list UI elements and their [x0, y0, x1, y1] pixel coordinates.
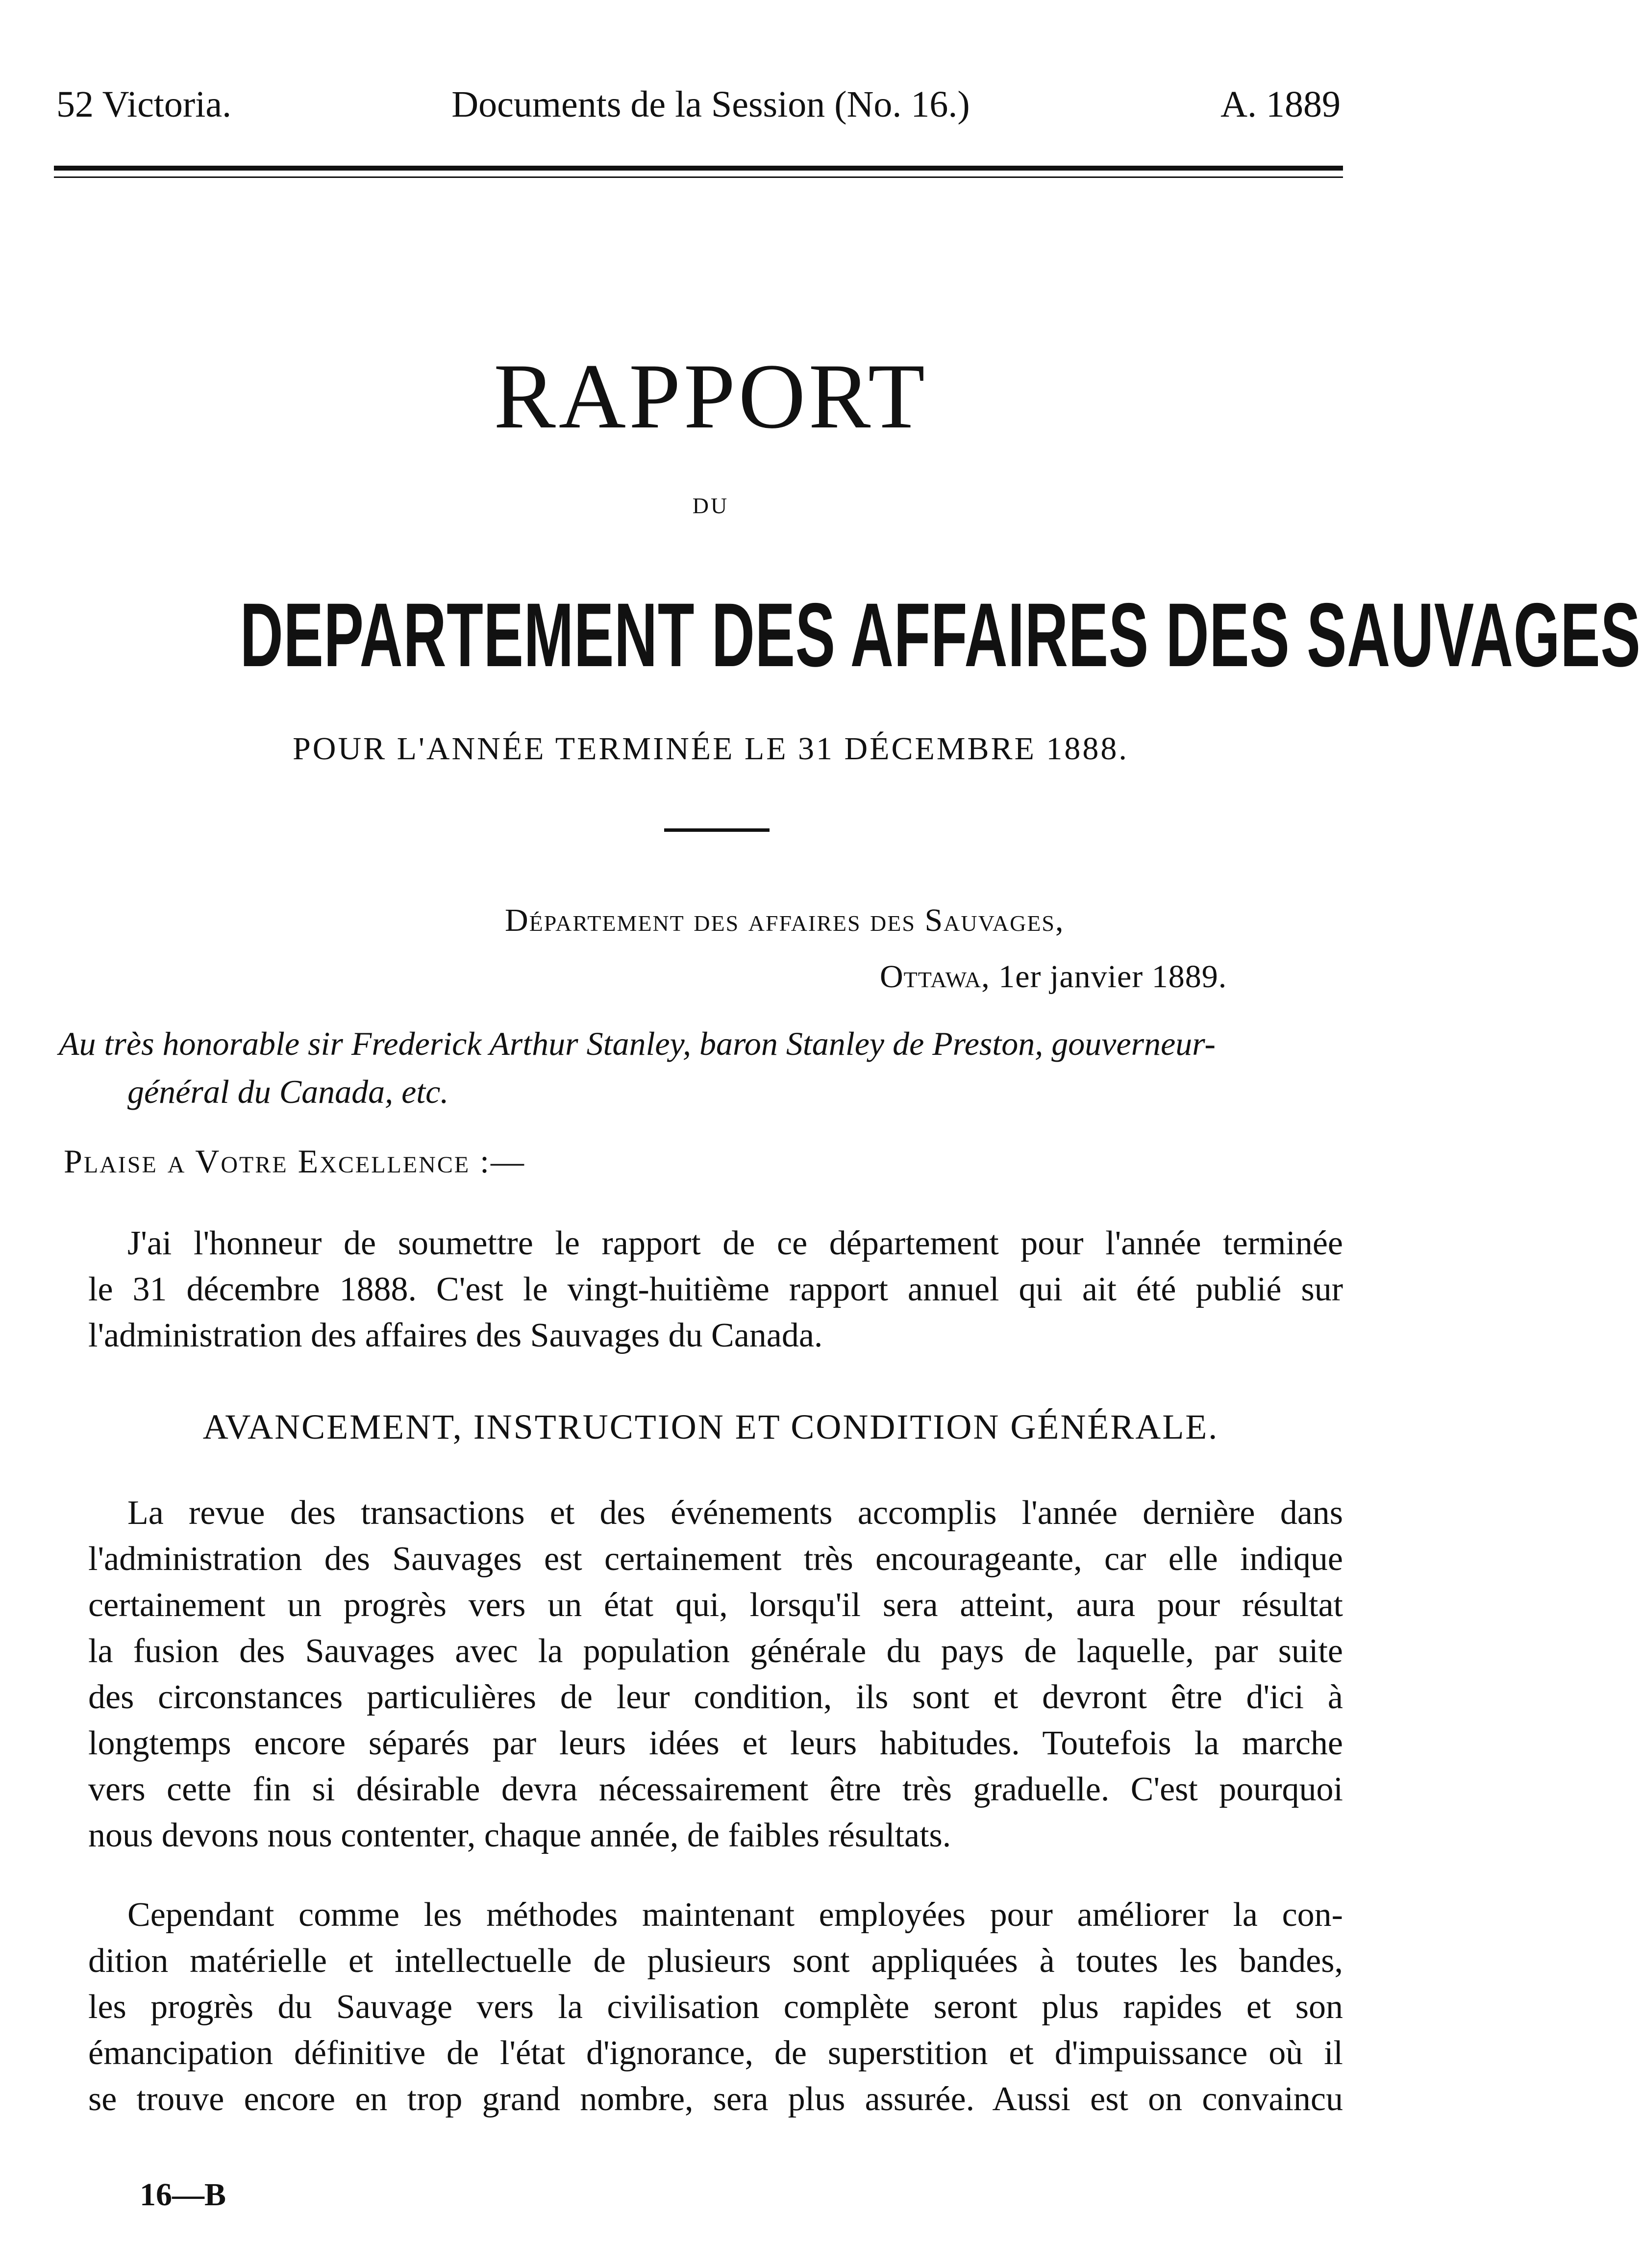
paragraph-line: La revue des transactions et des événements accomplis l'année dernière dans: [127, 1494, 1343, 1532]
address-line: général du Canada, etc.: [127, 1073, 449, 1110]
paragraph-line: l'administration des affaires des Sauvages du Canada.: [88, 1317, 823, 1354]
paragraph-line: Cependant comme les méthodes maintenant employées pour améliorer la con-: [127, 1896, 1343, 1934]
dateline-department: Département des affaires des Sauvages,: [505, 902, 1065, 938]
dateline-city: Ottawa: [880, 959, 982, 995]
address-line: Au très honorable sir Frederick Arthur Stanley, baron Stanley de Preston, gouverneur-: [59, 1025, 1216, 1062]
header-session-year: 52 Victoria.: [56, 84, 232, 125]
report-period: POUR L'ANNÉE TERMINÉE LE 31 DÉCEMBRE 1888.: [293, 731, 1129, 767]
paragraph-line: J'ai l'honneur de soumettre le rapport de ce département pour l'année terminée: [127, 1224, 1343, 1262]
dateline-place-date: [880, 958, 1227, 996]
header-rule-thick: [54, 166, 1343, 171]
title-divider: [664, 828, 770, 832]
dateline-date: , 1er janvier 1889.: [981, 959, 1227, 995]
header-rule-thin: [54, 176, 1343, 178]
paragraph-line: les progrès du Sauvage vers la civilisation complète seront plus rapides et son: [88, 1988, 1343, 2026]
paragraph-line: dition matérielle et intellectuelle de plusieurs sont appliquées à toutes les bandes,: [88, 1942, 1343, 1980]
paragraph-line: la fusion des Sauvages avec la population générale du pays de laquelle, par suite: [88, 1632, 1343, 1670]
paragraph-line: se trouve encore en trop grand nombre, sera plus assurée. Aussi est on convaincu: [88, 2080, 1343, 2118]
paragraph-methods: [88, 1892, 1343, 2122]
header-document-title: Documents de la Session (No. 16.): [451, 84, 970, 125]
report-title-du: DU: [692, 493, 729, 518]
page-signature-mark: 16—B: [140, 2177, 226, 2213]
department-title: DEPARTEMENT DES AFFAIRES DES SAUVAGES: [240, 585, 1641, 686]
paragraph-line: des circonstances particulières de leur condition, ils sont et devront être d'ici à: [88, 1678, 1343, 1716]
salutation: Plaise a Votre Excellence :—: [64, 1143, 526, 1180]
report-title: RAPPORT: [494, 345, 928, 448]
header-year: A. 1889: [1220, 84, 1341, 125]
running-header: [0, 74, 1421, 123]
section-heading: AVANCEMENT, INSTRUCTION ET CONDITION GÉNÉRALE.: [202, 1407, 1219, 1446]
paragraph-line: certainement un progrès vers un état qui, lorsqu'il sera atteint, aura pour résultat: [88, 1586, 1343, 1624]
paragraph-line: nous devons nous contenter, chaque année, de faibles résultats.: [88, 1817, 951, 1854]
paragraph-line: le 31 décembre 1888. C'est le vingt-huitième rapport annuel qui ait été publié sur: [88, 1271, 1343, 1308]
address-block: [59, 1020, 1377, 1116]
paragraph-line: longtemps encore séparés par leurs idées et leurs habitudes. Toutefois la marche: [88, 1724, 1343, 1762]
paragraph-progress: [88, 1490, 1343, 1859]
paragraph-line: vers cette fin si désirable devra nécessairement être très graduelle. C'est pourquoi: [88, 1770, 1343, 1808]
paragraph-introduction: [88, 1221, 1343, 1359]
paragraph-line: l'administration des Sauvages est certainement très encourageante, car elle indique: [88, 1540, 1343, 1578]
paragraph-line: émancipation définitive de l'état d'ignorance, de superstition et d'impuissance où il: [88, 2034, 1343, 2072]
